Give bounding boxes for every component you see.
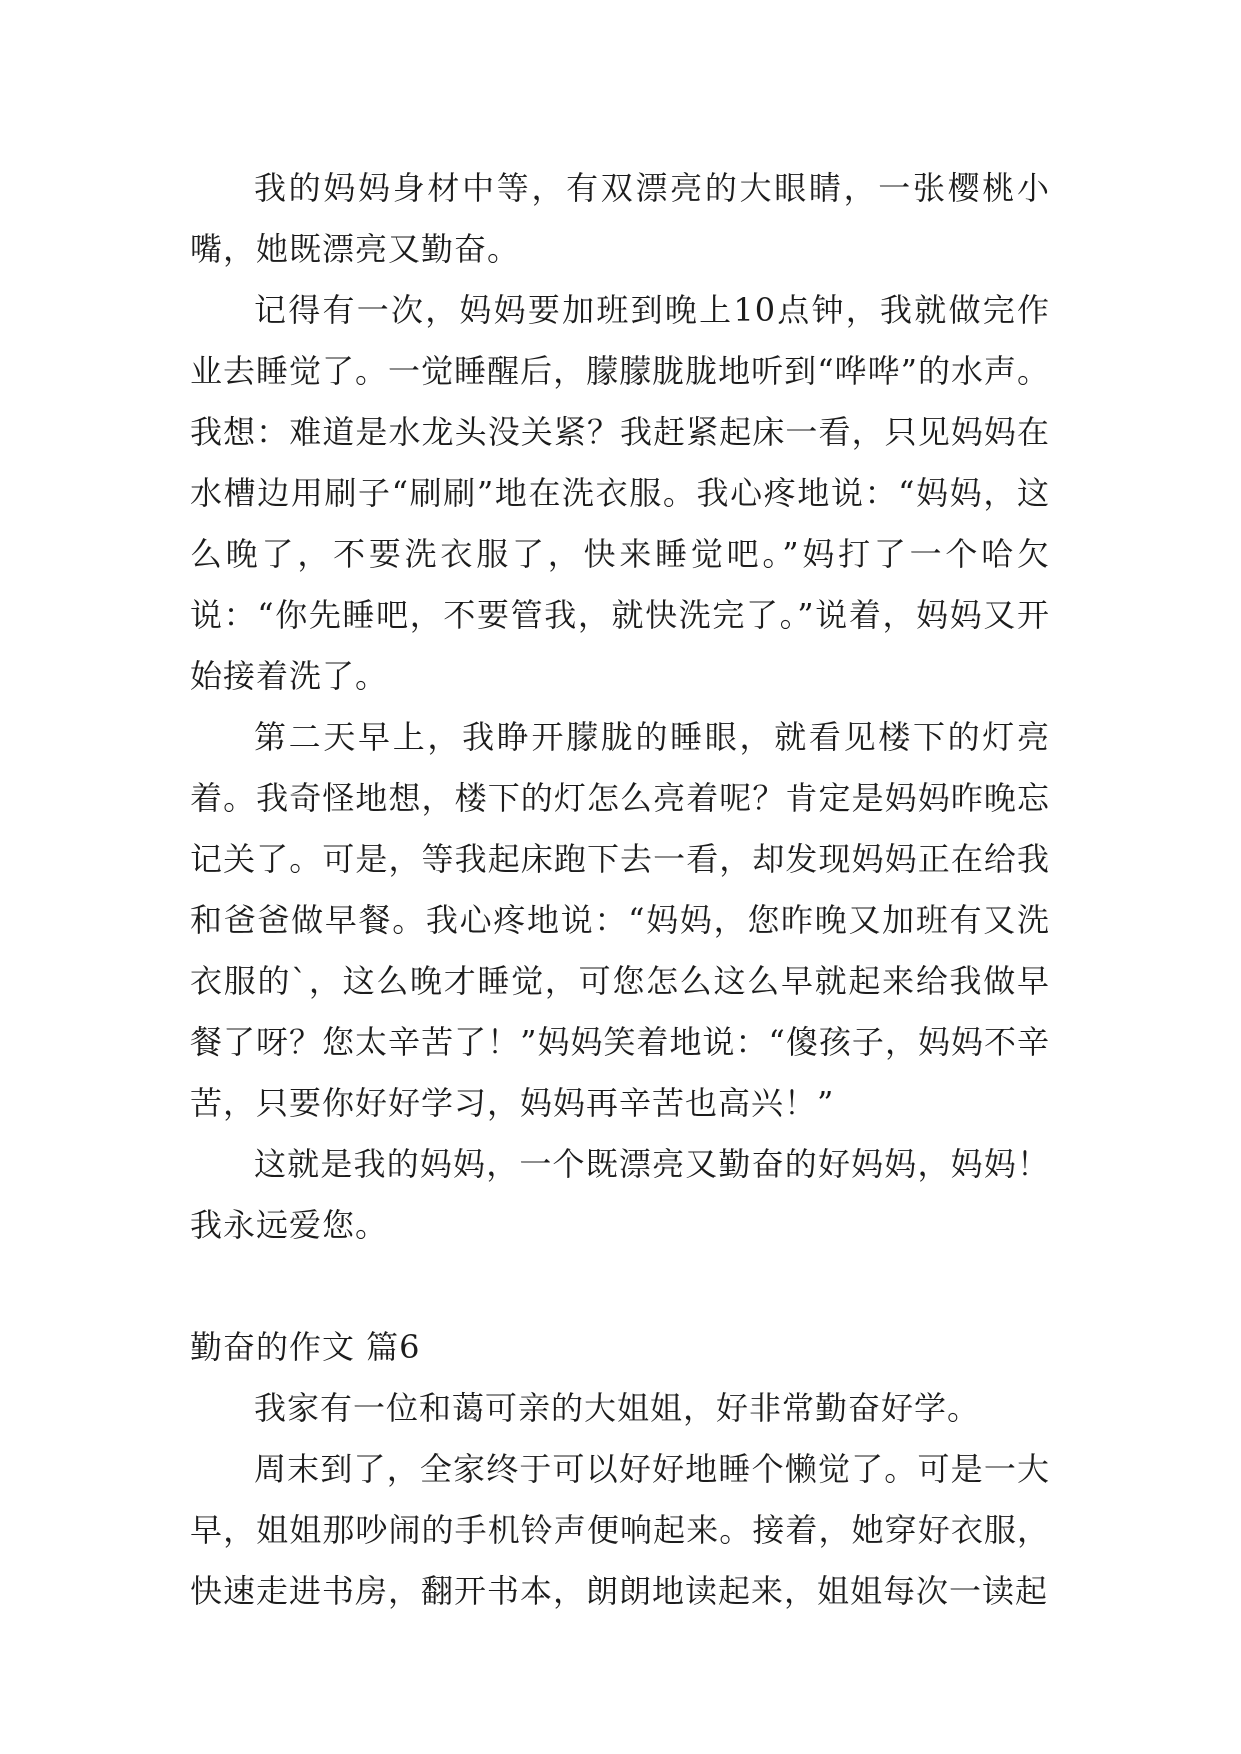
paragraph-mother-description: 我的妈妈身材中等，有双漂亮的大眼睛，一张樱桃小嘴，她既漂亮又勤奋。: [190, 169, 1050, 268]
paragraph-weekend-reading: 周末到了，全家终于可以好好地睡个懒觉了。可是一大早，姐姐那吵闹的手机铃声便响起来。接着，她穿好衣服，快速走进书房，翻开书本，朗朗地读起来，姐姐每次一读起: [190, 1450, 1050, 1610]
paragraph-sister-intro: 我家有一位和蔼可亲的大姐姐，好非常勤奋好学。: [254, 1389, 981, 1427]
paragraph-conclusion: 这就是我的妈妈，一个既漂亮又勤奋的好妈妈，妈妈！我永远爱您。: [190, 1145, 1050, 1244]
paragraph-morning-breakfast: 第二天早上，我睁开朦胧的睡眼，就看见楼下的灯亮着。我奇怪地想，楼下的灯怎么亮着呢？肯定是妈妈昨晚忘记关了。可是，等我起床跑下去一看，却发现妈妈正在给我和爸爸做早餐。我心疼地说：“妈妈，您昨晚又加班有又洗衣服的`，这么晚才睡觉，可您怎么这么早就起来给我做早餐了呀？您太辛苦了！”妈妈笑着地说：“傻孩子，妈妈不辛苦，只要你好好学习，妈妈再辛苦也高兴！”: [190, 718, 1050, 1122]
section-spacer: [190, 1256, 1050, 1317]
section-heading: 勤奋的作文 篇6: [190, 1328, 421, 1366]
document-body: [190, 158, 1050, 1622]
paragraph-night-laundry: 记得有一次，妈妈要加班到晚上10点钟，我就做完作业去睡觉了。一觉睡醒后，朦朦胧胧地听到“哗哗”的水声。我想：难道是水龙头没关紧？我赶紧起床一看，只见妈妈在水槽边用刷子“刷刷”地在洗衣服。我心疼地说：“妈妈，这么晚了，不要洗衣服了，快来睡觉吧。”妈打了一个哈欠说：“你先睡吧，不要管我，就快洗完了。”说着，妈妈又开始接着洗了。: [190, 291, 1050, 695]
